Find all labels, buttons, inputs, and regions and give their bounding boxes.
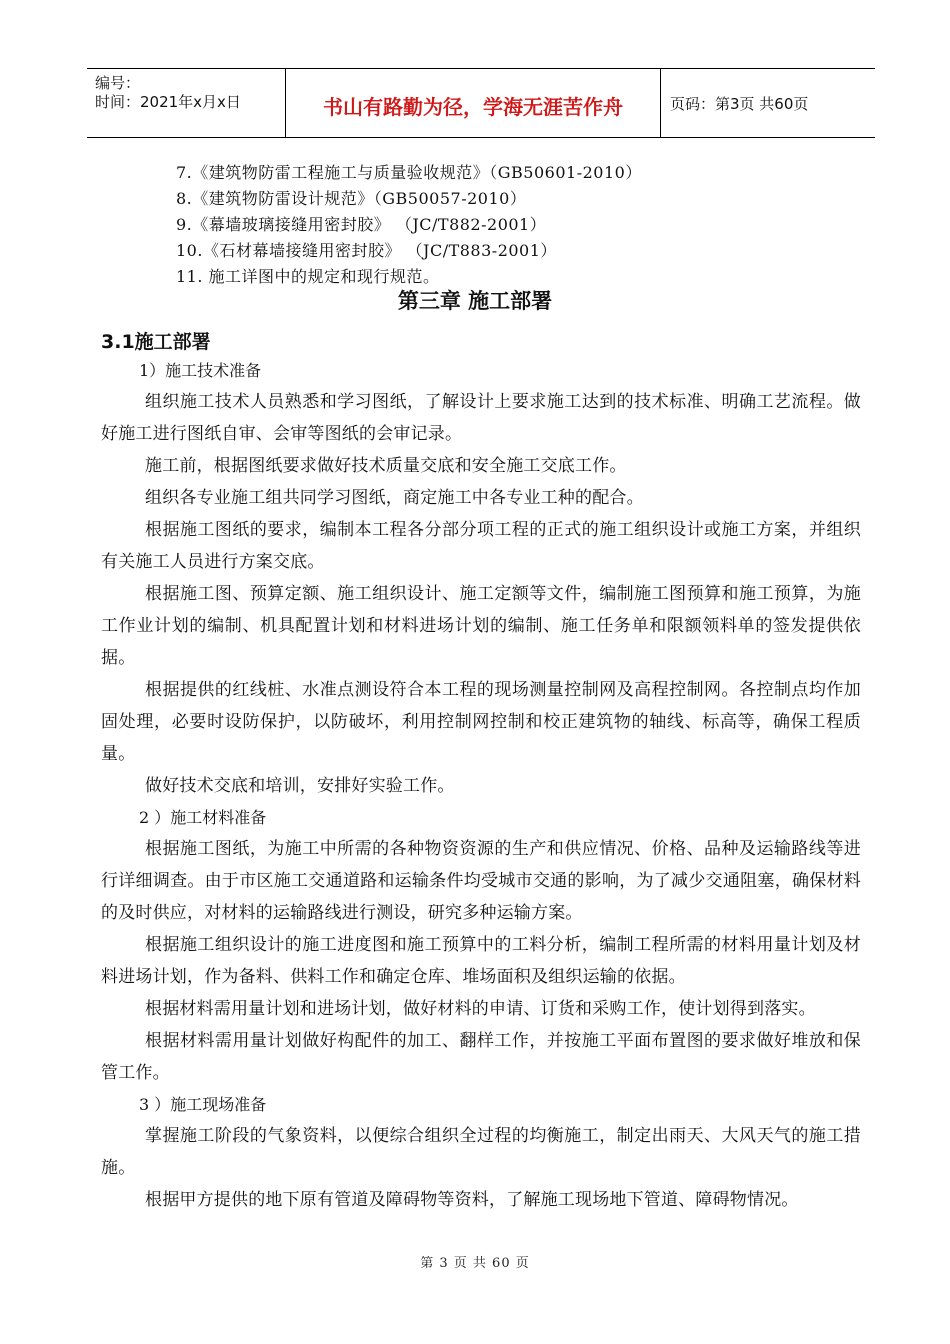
paragraph: 组织施工技术人员熟悉和学习图纸，了解设计上要求施工达到的技术标准、明确工艺流程。做好施工进行图纸自审、会审等图纸的会审记录。 <box>101 392 861 444</box>
paragraph: 根据甲方提供的地下原有管道及障碍物等资料，了解施工现场地下管道、障碍物情况。 <box>145 1190 799 1210</box>
header-motto: 书山有路勤为径，学海无涯苦作舟 <box>323 95 623 119</box>
document-header <box>87 68 875 138</box>
document-time-label: 时间：2021年x月x日 <box>95 93 241 111</box>
paragraph: 根据施工图纸的要求，编制本工程各分部分项工程的正式的施工组织设计或施工方案，并组织有关施工人员进行方案交底。 <box>101 520 861 572</box>
paragraph: 根据施工图、预算定额、施工组织设计、施工定额等文件，编制施工图预算和施工预算，为施工作业计划的编制、机具配置计划和材料进场计划的编制、施工任务单和限额领料单的签发提供依据。 <box>101 584 861 668</box>
chapter-title: 第三章 施工部署 <box>397 289 553 313</box>
header-motto-cell <box>285 69 661 137</box>
header-meta-cell <box>87 69 285 137</box>
header-page-cell <box>660 69 875 137</box>
paragraph: 根据材料需用量计划做好构配件的加工、翻样工作，并按施工平面布置图的要求做好堆放和保管工作。 <box>101 1031 861 1083</box>
header-page-code: 页码：第3页 共60页 <box>670 95 809 113</box>
paragraph: 根据提供的红线桩、水准点测设符合本工程的现场测量控制网及高程控制网。各控制点均作加固处理，必要时设防保护，以防破坏，利用控制网控制和校正建筑物的轴线、标高等，确保工程质量。 <box>101 680 861 764</box>
reference-item: 7.《建筑物防雷工程施工与质量验收规范》（GB50601-2010） <box>176 163 642 182</box>
paragraph: 根据材料需用量计划和进场计划，做好材料的申请、订货和采购工作，使计划得到落实。 <box>145 999 816 1019</box>
subsection-heading: 1）施工技术准备 <box>139 361 262 380</box>
page-footer: 第 3 页 共 60 页 <box>420 1256 530 1271</box>
reference-item: 8.《建筑物防雷设计规范》（GB50057-2010） <box>176 189 527 208</box>
document-body <box>101 355 861 1216</box>
reference-item: 10.《石材幕墙接缝用密封胶》 （JC/T883-2001） <box>176 241 557 260</box>
reference-item: 9.《幕墙玻璃接缝用密封胶》 （JC/T882-2001） <box>176 215 547 234</box>
subsection-heading: 3 ）施工现场准备 <box>139 1095 267 1114</box>
subsection-heading: 2 ）施工材料准备 <box>139 808 267 827</box>
paragraph: 做好技术交底和培训，安排好实验工作。 <box>145 776 455 796</box>
document-number-label: 编号： <box>95 74 141 92</box>
paragraph: 根据施工图纸，为施工中所需的各种物资资源的生产和供应情况、价格、品种及运输路线等进行详细调查。由于市区施工交通道路和运输条件均受城市交通的影响，为了减少交通阻塞，确保材料的及时供应，对材料的运输路线进行测设，研究多种运输方案。 <box>101 839 861 923</box>
paragraph: 掌握施工阶段的气象资料，以便综合组织全过程的均衡施工，制定出雨天、大风天气的施工措施。 <box>101 1126 861 1178</box>
section-title: 3.1施工部署 <box>101 331 211 353</box>
paragraph: 施工前，根据图纸要求做好技术质量交底和安全施工交底工作。 <box>145 456 627 476</box>
reference-list <box>176 160 642 290</box>
reference-item: 11. 施工详图中的规定和现行规范。 <box>176 267 440 286</box>
paragraph: 根据施工组织设计的施工进度图和施工预算中的工料分析，编制工程所需的材料用量计划及材料进场计划，作为备料、供料工作和确定仓库、堆场面积及组织运输的依据。 <box>101 935 861 987</box>
paragraph: 组织各专业施工组共同学习图纸，商定施工中各专业工种的配合。 <box>145 488 644 508</box>
